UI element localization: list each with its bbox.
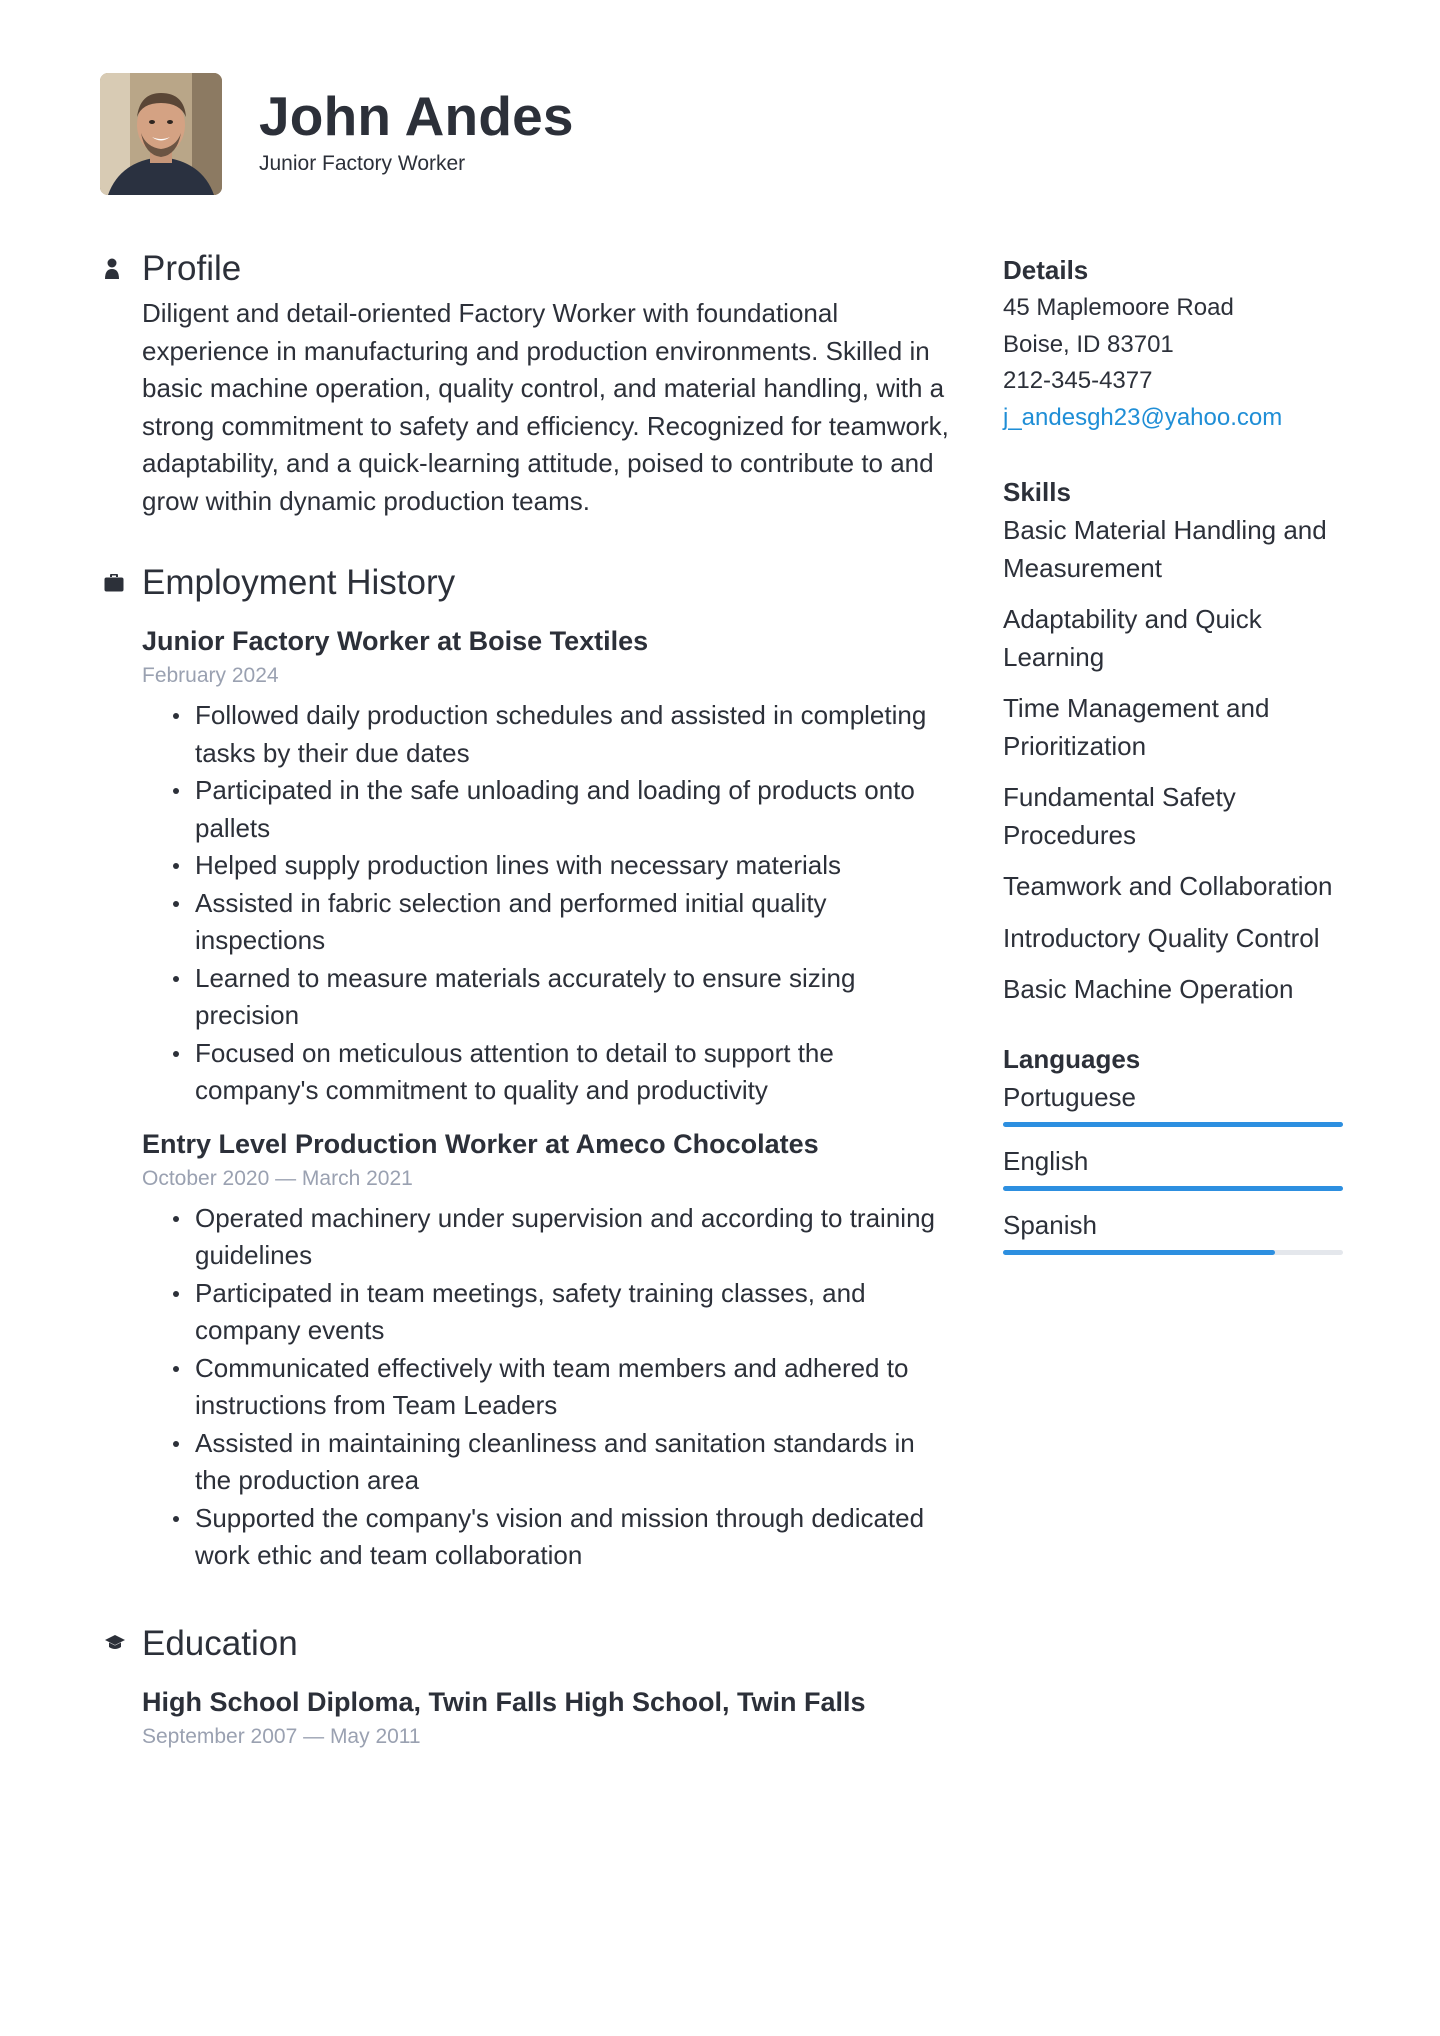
language-item <box>1003 1079 1343 1127</box>
job-bullet: Followed daily production schedules and assisted in completing tasks by their due dates <box>195 697 950 772</box>
job-title: Junior Factory Worker at Boise Textiles <box>142 626 649 656</box>
skill-item: Teamwork and Collaboration <box>1003 871 1333 901</box>
profile-text: Diligent and detail-oriented Factory Worker with foundational experience in manufacturing and production environments. Skilled in basic machine operation, quality control, and material handling, with a strong commitment to safety and efficiency. Recognized for teamwork, adaptability, and a quick-learning attitude, poised to contribute to and grow within dynamic production teams. <box>142 298 949 516</box>
skill-item: Fundamental Safety Procedures <box>1003 782 1236 850</box>
job-bullet: Participated in team meetings, safety training classes, and company events <box>195 1275 950 1350</box>
education-section <box>100 1621 950 1752</box>
person-name: John Andes <box>259 84 574 147</box>
avatar-photo <box>100 73 222 195</box>
language-item <box>1003 1143 1343 1191</box>
person-job-title: Junior Factory Worker <box>259 152 466 176</box>
skills-title: Skills <box>1003 477 1071 507</box>
education-entry-dates: September 2007 — May 2011 <box>142 1724 421 1748</box>
skill-item: Adaptability and Quick Learning <box>1003 604 1262 672</box>
employment-heading <box>100 560 950 605</box>
language-level-fill <box>1003 1186 1343 1191</box>
job-bullets <box>142 697 950 1110</box>
job-bullet: Assisted in maintaining cleanliness and sanitation standards in the production area <box>195 1425 950 1500</box>
job-bullet: Participated in the safe unloading and loading of products onto pallets <box>195 772 950 847</box>
education-heading <box>100 1621 950 1666</box>
skill-item: Time Management and Prioritization <box>1003 693 1270 761</box>
skill-item: Basic Material Handling and Measurement <box>1003 515 1327 583</box>
resume-header <box>100 73 574 195</box>
name-block <box>259 86 574 177</box>
job-bullet: Assisted in fabric selection and performed initial quality inspections <box>195 885 950 960</box>
email-link[interactable]: j_andesgh23@yahoo.com <box>1003 403 1283 431</box>
details-section <box>1003 252 1343 436</box>
person-icon <box>100 254 142 284</box>
languages-title: Languages <box>1003 1043 1141 1074</box>
education-title: Education <box>142 1623 298 1663</box>
graduation-cap-icon <box>100 1628 142 1658</box>
job-entry <box>142 623 950 1110</box>
language-level-bar <box>1003 1122 1343 1127</box>
employment-title: Employment History <box>142 563 456 602</box>
sidebar <box>1003 252 1343 1271</box>
job-entry <box>142 1126 950 1575</box>
briefcase-icon <box>100 568 142 598</box>
language-level-bar <box>1003 1250 1343 1255</box>
job-dates: February 2024 <box>142 664 279 687</box>
job-title: Entry Level Production Worker at Ameco Chocolates <box>142 1128 819 1159</box>
job-bullet: Helped supply production lines with necessary materials <box>195 847 950 885</box>
job-bullet: Communicated effectively with team members and adhered to instructions from Team Leaders <box>195 1350 950 1425</box>
languages-section <box>1003 1041 1343 1255</box>
address-line-1: 45 Maplemoore Road <box>1003 294 1234 321</box>
language-level-bar <box>1003 1186 1343 1191</box>
main-column <box>100 246 950 1752</box>
job-bullet: Focused on meticulous attention to detail to support the company's commitment to quality and productivity <box>195 1035 950 1110</box>
education-entry-title: High School Diploma, Twin Falls High School, Twin Falls <box>142 1686 866 1717</box>
job-dates: October 2020 — March 2021 <box>142 1166 413 1190</box>
job-bullets <box>142 1200 950 1575</box>
language-level-fill <box>1003 1122 1343 1127</box>
profile-section <box>100 246 950 520</box>
profile-heading <box>100 246 950 291</box>
skills-section <box>1003 474 1343 1009</box>
language-level-fill <box>1003 1250 1275 1255</box>
language-name: English <box>1003 1145 1089 1176</box>
job-bullet: Learned to measure materials accurately to ensure sizing precision <box>195 960 950 1035</box>
phone-number: 212-345-4377 <box>1003 367 1153 394</box>
details-title: Details <box>1003 255 1089 285</box>
employment-section <box>100 560 950 1575</box>
job-bullet: Operated machinery under supervision and according to training guidelines <box>195 1200 950 1275</box>
skill-item: Basic Machine Operation <box>1003 974 1294 1004</box>
language-name: Portuguese <box>1003 1081 1136 1112</box>
profile-title: Profile <box>142 249 242 288</box>
job-bullet: Supported the company's vision and mission through dedicated work ethic and team collaboration <box>195 1500 950 1575</box>
avatar <box>100 73 222 195</box>
language-name: Spanish <box>1003 1209 1097 1240</box>
address-line-2: Boise, ID 83701 <box>1003 330 1174 358</box>
language-item <box>1003 1207 1343 1255</box>
skill-item: Introductory Quality Control <box>1003 922 1320 953</box>
